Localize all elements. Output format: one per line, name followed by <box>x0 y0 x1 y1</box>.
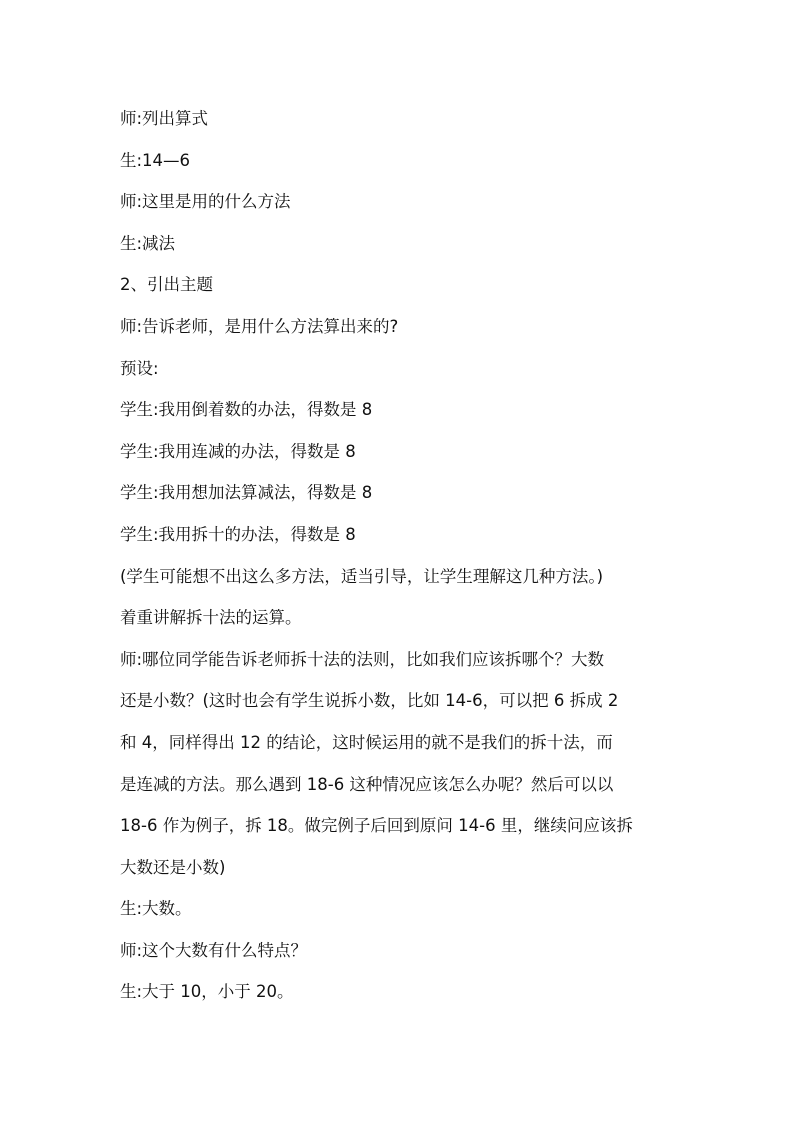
text-line: 学生:我用想加法算减法，得数是 8 <box>120 483 373 503</box>
text-line: 师:这里是用的什么方法 <box>120 192 291 212</box>
text-line: 还是小数？(这时也会有学生说拆小数，比如 14-6，可以把 6 拆成 2 <box>120 691 619 711</box>
text-line: 师:这个大数有什么特点？ <box>120 940 308 960</box>
text-line: 师:列出算式 <box>120 109 209 128</box>
text-line: 学生:我用倒着数的办法，得数是 8 <box>120 400 373 420</box>
section-heading: 2、引出主题 <box>120 275 213 295</box>
text-line: 着重讲解拆十法的运算。 <box>120 608 302 628</box>
text-line: 师:哪位同学能告诉老师拆十法的法则，比如我们应该拆哪个？大数 <box>120 649 605 669</box>
text-line: 生:减法 <box>120 233 176 253</box>
text-line: 学生:我用拆十的办法，得数是 8 <box>120 524 356 544</box>
text-line: 是连减的方法。那么遇到 18-6 这种情况应该怎么办呢？然后可以以 <box>120 774 614 794</box>
text-line: 师:告诉老师，是用什么方法算出来的? <box>120 316 399 336</box>
text-line: 生:14—6 <box>120 150 191 170</box>
text-line: 学生:我用连减的办法，得数是 8 <box>120 441 356 461</box>
text-line: 预设: <box>120 358 159 378</box>
text-line: 生:大于 10，小于 20。 <box>120 982 294 1002</box>
text-line: 和 4，同样得出 12 的结论，这时候运用的就不是我们的拆十法，而 <box>120 732 613 752</box>
text-line: 生:大数。 <box>120 899 192 919</box>
text-line: 18-6 作为例子，拆 18。做完例子后回到原问 14-6 里，继续问应该拆 <box>120 816 633 836</box>
text-line: (学生可能想不出这么多方法，适当引导，让学生理解这几种方法。) <box>120 566 604 586</box>
document-body <box>120 98 680 1013</box>
text-line: 大数还是小数) <box>120 857 226 877</box>
